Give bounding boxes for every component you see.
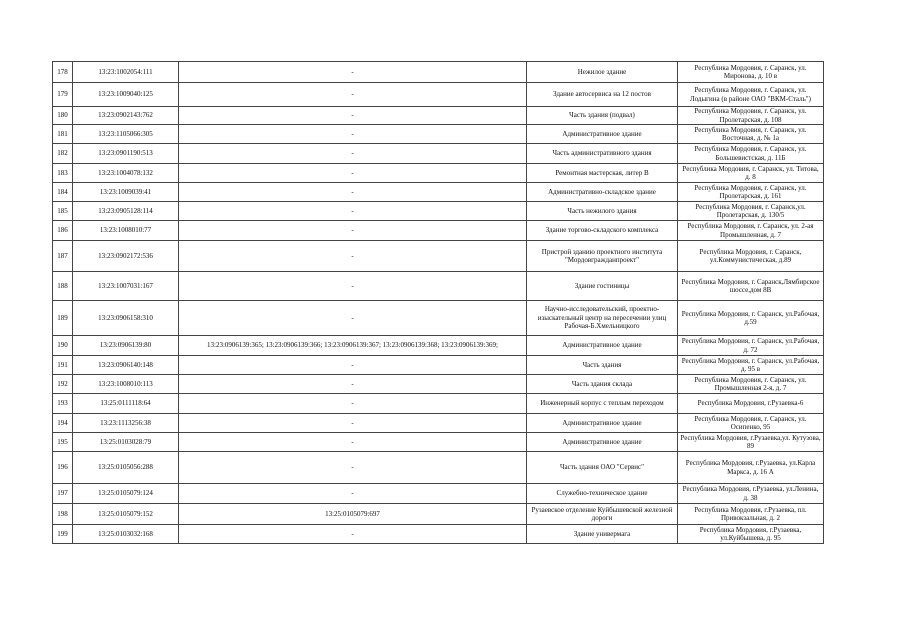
cadastral-number-cell: 13:23:0906158:310 — [73, 301, 179, 336]
row-number-cell: 178 — [53, 62, 73, 83]
related-cadastral-cell: - — [179, 394, 527, 414]
table-row — [53, 107, 824, 125]
row-number-cell: 199 — [53, 525, 73, 544]
address-cell: Республика Мордовия, г.Рузаевка, ул.Ленина, д. 38 — [678, 484, 824, 504]
table-row — [53, 301, 824, 336]
cadastral-number-cell: 13:23:1004078:132 — [73, 164, 179, 183]
object-name-cell: Научно-исследовательский, проектно-изыскательный центр на пересечении улиц Рабочая-Б.Хмельницкого — [527, 301, 678, 336]
row-number-cell: 188 — [53, 272, 73, 301]
related-cadastral-cell: 13:25:0105079:697 — [179, 504, 527, 525]
cadastral-number-cell: 13:23:1002054:111 — [73, 62, 179, 83]
table-row — [53, 272, 824, 301]
related-cadastral-cell: - — [179, 525, 527, 544]
table-row — [53, 394, 824, 414]
row-number-cell: 186 — [53, 221, 73, 241]
row-number-cell: 193 — [53, 394, 73, 414]
related-cadastral-cell: - — [179, 414, 527, 433]
cadastral-number-cell: 13:23:1105066:305 — [73, 125, 179, 144]
object-name-cell: Административно-складское здание — [527, 183, 678, 202]
table-row — [53, 414, 824, 433]
cadastral-number-cell: 13:25:0103032:168 — [73, 525, 179, 544]
row-number-cell: 182 — [53, 144, 73, 164]
address-cell: Республика Мордовия, г. Саранск, ул. Пролетарская, д. 108 — [678, 107, 824, 125]
cadastral-number-cell: 13:23:0902143:762 — [73, 107, 179, 125]
address-cell: Республика Мордовия, г. Саранск, ул. Большевистская, д. 11Б — [678, 144, 824, 164]
row-number-cell: 192 — [53, 375, 73, 394]
table-row — [53, 525, 824, 544]
object-name-cell: Нежилое здание — [527, 62, 678, 83]
object-name-cell: Служебно-техническое здание — [527, 484, 678, 504]
cadastral-number-cell: 13:25:0105079:152 — [73, 504, 179, 525]
row-number-cell: 184 — [53, 183, 73, 202]
cadastral-number-cell: 13:23:1113256:38 — [73, 414, 179, 433]
cadastral-number-cell: 13:23:0905128:114 — [73, 202, 179, 221]
cadastral-number-cell: 13:23:1007031:167 — [73, 272, 179, 301]
object-name-cell: Инженерный корпус с теплым переходом — [527, 394, 678, 414]
table-row — [53, 356, 824, 375]
row-number-cell: 179 — [53, 83, 73, 107]
row-number-cell: 194 — [53, 414, 73, 433]
table-row — [53, 62, 824, 83]
object-name-cell: Административное здание — [527, 336, 678, 356]
row-number-cell: 187 — [53, 241, 73, 272]
object-name-cell: Ремонтная мастерская, литер В — [527, 164, 678, 183]
row-number-cell: 180 — [53, 107, 73, 125]
related-cadastral-cell: - — [179, 375, 527, 394]
related-cadastral-cell: - — [179, 125, 527, 144]
related-cadastral-cell: - — [179, 221, 527, 241]
table-row — [53, 202, 824, 221]
table-row — [53, 433, 824, 452]
object-name-cell: Пристрой зданию проектного института "Мордовгражданпроект" — [527, 241, 678, 272]
address-cell: Республика Мордовия, г.Рузаевка, ул.Карла Маркса, д. 16 А — [678, 452, 824, 484]
cadastral-number-cell: 13:23:1009039:41 — [73, 183, 179, 202]
row-number-cell: 198 — [53, 504, 73, 525]
cadastral-number-cell: 13:23:1008010:113 — [73, 375, 179, 394]
cadastral-number-cell: 13:23:1009040:125 — [73, 83, 179, 107]
table-row — [53, 221, 824, 241]
table-row — [53, 241, 824, 272]
object-name-cell: Здание универмага — [527, 525, 678, 544]
cadastral-number-cell: 13:25:0111118:64 — [73, 394, 179, 414]
address-cell: Республика Мордовия, г. Саранск, ул.Рабочая, д.59 — [678, 301, 824, 336]
table-body — [53, 62, 824, 544]
address-cell: Республика Мордовия, г. Саранск,ул. Пролетарская, д. 130/5 — [678, 202, 824, 221]
row-number-cell: 183 — [53, 164, 73, 183]
address-cell: Республика Мордовия, г. Саранск, ул. Промышленная 2-я, д. 7 — [678, 375, 824, 394]
address-cell: Республика Мордовия, г. Саранск, ул. Титова, д. 8 — [678, 164, 824, 183]
address-cell: Республика Мордовия, г.Рузаевка,ул. Кутузова, 89 — [678, 433, 824, 452]
table-row — [53, 504, 824, 525]
cadastral-number-cell: 13:23:1008010:77 — [73, 221, 179, 241]
cadastral-number-cell: 13:25:0103028:79 — [73, 433, 179, 452]
address-cell: Республика Мордовия, г.Рузаевка-6 — [678, 394, 824, 414]
object-name-cell: Часть нежилого здания — [527, 202, 678, 221]
related-cadastral-cell: - — [179, 452, 527, 484]
row-number-cell: 195 — [53, 433, 73, 452]
address-cell: Республика Мордовия, г.Рузаевка, пл. Привокзальная, д. 2 — [678, 504, 824, 525]
related-cadastral-cell: - — [179, 301, 527, 336]
cadastral-number-cell: 13:25:0105079:124 — [73, 484, 179, 504]
table-row — [53, 83, 824, 107]
object-name-cell: Здание торгово-складского комплекса — [527, 221, 678, 241]
address-cell: Республика Мордовия, г. Саранск, ул. Восточная, д. № 1а — [678, 125, 824, 144]
object-name-cell: Часть здания ОАО "Сервис" — [527, 452, 678, 484]
object-name-cell: Часть здания (подвал) — [527, 107, 678, 125]
object-name-cell: Здание гостиницы — [527, 272, 678, 301]
address-cell: Республика Мордовия, г. Саранск, ул.Рабочая, д. 95 в — [678, 356, 824, 375]
related-cadastral-cell: - — [179, 356, 527, 375]
table-row — [53, 164, 824, 183]
address-cell: Республика Мордовия, г. Саранск,Лямбирское шоссе,дом 8В — [678, 272, 824, 301]
address-cell: Республика Мордовия, г. Саранск, ул. Лодыгина (в районе ОАО "ВКМ-Сталь") — [678, 83, 824, 107]
address-cell: Республика Мордовия, г. Саранск, ул. Осипенко, 95 — [678, 414, 824, 433]
related-cadastral-cell: - — [179, 183, 527, 202]
object-name-cell: Административное здание — [527, 433, 678, 452]
table-row — [53, 183, 824, 202]
address-cell: Республика Мордовия, г. Саранск, ул.Коммунистическая, д.89 — [678, 241, 824, 272]
address-cell: Республика Мордовия, г.Рузаевка, ул.Куйбышева, д. 95 — [678, 525, 824, 544]
related-cadastral-cell: - — [179, 83, 527, 107]
cadastral-number-cell: 13:23:0902172:536 — [73, 241, 179, 272]
row-number-cell: 197 — [53, 484, 73, 504]
address-cell: Республика Мордовия, г. Саранск, ул.Рабочая, д. 72 — [678, 336, 824, 356]
object-name-cell: Часть административного здания — [527, 144, 678, 164]
property-table — [52, 61, 824, 544]
row-number-cell: 185 — [53, 202, 73, 221]
table-row — [53, 125, 824, 144]
object-name-cell: Рузаевское отделение Куйбышевской железной дороги — [527, 504, 678, 525]
related-cadastral-cell: - — [179, 164, 527, 183]
row-number-cell: 189 — [53, 301, 73, 336]
cadastral-number-cell: 13:23:0901190:513 — [73, 144, 179, 164]
object-name-cell: Часть здания склада — [527, 375, 678, 394]
row-number-cell: 190 — [53, 336, 73, 356]
cadastral-number-cell: 13:25:0105056:288 — [73, 452, 179, 484]
table-row — [53, 375, 824, 394]
address-cell: Республика Мордовия, г. Саранск, ул. Миронова, д. 10 в — [678, 62, 824, 83]
cadastral-number-cell: 13:23:0906139:80 — [73, 336, 179, 356]
object-name-cell: Здание автосервиса на 12 постов — [527, 83, 678, 107]
address-cell: Республика Мордовия, г. Саранск, ул. 2-ая Промышленная, д. 7 — [678, 221, 824, 241]
table-row — [53, 484, 824, 504]
related-cadastral-cell: - — [179, 202, 527, 221]
related-cadastral-cell: - — [179, 433, 527, 452]
related-cadastral-cell: - — [179, 241, 527, 272]
related-cadastral-cell: - — [179, 272, 527, 301]
related-cadastral-cell: - — [179, 144, 527, 164]
object-name-cell: Административное здание — [527, 125, 678, 144]
table-row — [53, 144, 824, 164]
related-cadastral-cell: - — [179, 62, 527, 83]
object-name-cell: Часть здания — [527, 356, 678, 375]
related-cadastral-cell: - — [179, 107, 527, 125]
table-row — [53, 336, 824, 356]
row-number-cell: 191 — [53, 356, 73, 375]
object-name-cell: Административное здание — [527, 414, 678, 433]
row-number-cell: 196 — [53, 452, 73, 484]
table-row — [53, 452, 824, 484]
cadastral-number-cell: 13:23:0906140:148 — [73, 356, 179, 375]
row-number-cell: 181 — [53, 125, 73, 144]
address-cell: Республика Мордовия, г. Саранск, ул. Пролетарская, д. 161 — [678, 183, 824, 202]
related-cadastral-cell: 13:23:0906139:365; 13:23:0906139:366; 13:23:0906139:367; 13:23:0906139:368; 13:23:0906139:369; — [179, 336, 527, 356]
related-cadastral-cell: - — [179, 484, 527, 504]
